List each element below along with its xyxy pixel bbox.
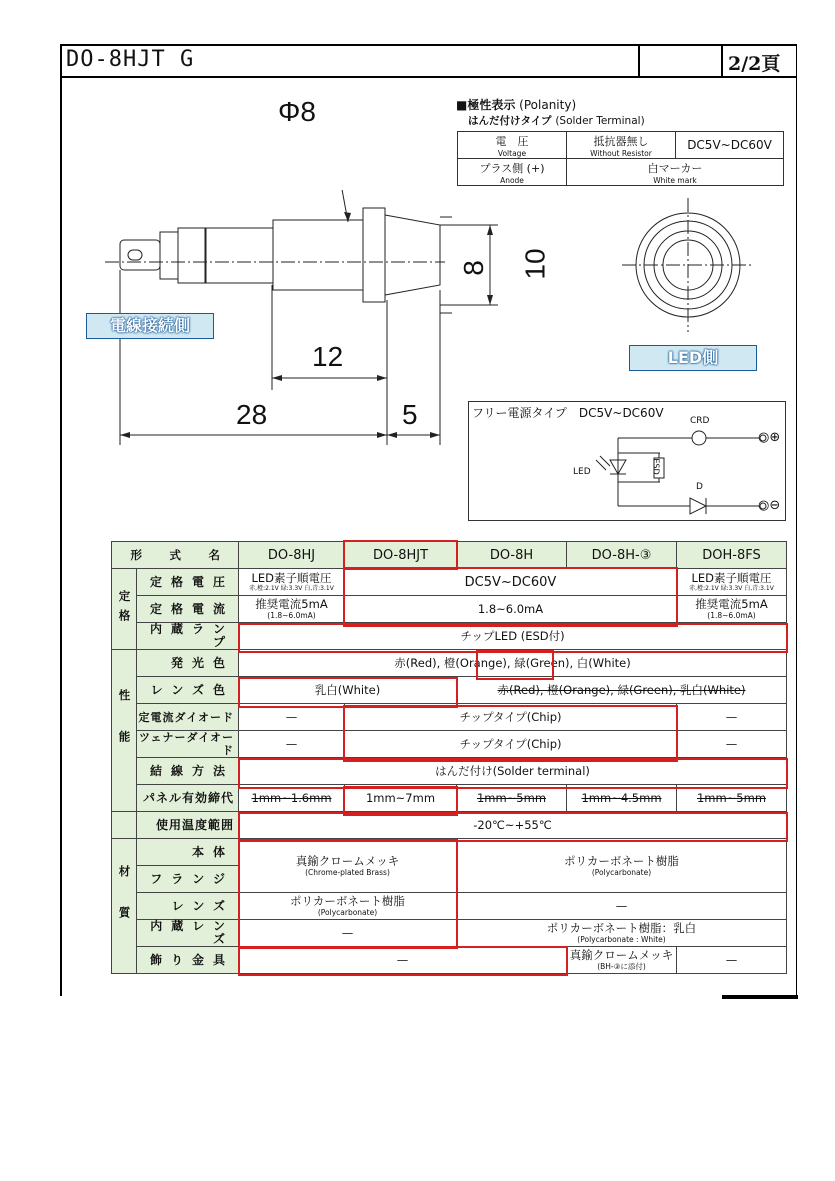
cell: チップタイプ(Chip) [345,731,677,758]
cell: — [239,947,567,974]
row-label: パネル有効締代 [137,785,239,812]
row-label: 定電流ダイオード [137,704,239,731]
row-label: 発光色 [137,650,239,677]
cell: 真鍮クロームメッキ (Chrome-plated Brass) [239,839,457,893]
cell: 1mm~7mm [345,785,457,812]
diameter-dimension: Φ8 [278,96,316,127]
model-header: 形 式 名 [112,542,239,569]
header-divider [60,76,797,78]
cell: 1.8~6.0mA [345,596,677,623]
model-name: DOH-8FS [677,542,787,569]
category-rating: 定格 [112,569,137,650]
header-separator [721,44,723,77]
circuit-title: フリー電源タイプ DC5V~DC60V [472,406,664,420]
footer-bar [722,995,798,999]
front-view-drawing [622,198,754,334]
row-label: ツェナーダイオード [137,731,239,758]
cell: — [239,920,457,947]
dimension-10: 10 [519,248,551,280]
row-label: 内蔵ランプ [137,623,239,650]
row-label: 飾り金具 [137,947,239,974]
cell: チップLED (ESD付) [239,623,787,650]
cell: 真鍮クロームメッキ (BH-③に添付) [567,947,677,974]
polarity-table [457,131,784,186]
blank-category [112,812,137,839]
diode-label: D [696,482,703,492]
cell: -20℃~+55℃ [239,812,787,839]
polarity-title-en: (Polanity) [519,98,577,112]
cell: ポリカーボネート樹脂：乳白 (Polycarbonate : White) [457,920,787,947]
cell: — [239,731,345,758]
cell: 1mm~5mm [457,785,567,812]
row-label: 結線方法 [137,758,239,785]
wire-side-label: 電線接続側 [86,313,214,339]
category-material: 材質 [112,839,137,974]
row-label: 定格電流 [137,596,239,623]
cell: 1mm~5mm [677,785,787,812]
polarity-subtitle-en: (Solder Terminal) [555,115,645,127]
cell: — [677,731,787,758]
row-label: レンズ色 [137,677,239,704]
cell: LED素子順電圧 赤,橙:2.1V 緑:3.3V 白,青:3.1V [239,569,345,596]
cell: 推奨電流5mA (1.8~6.0mA) [239,596,345,623]
cell: — [677,704,787,731]
circuit-diagram [560,420,784,518]
model-name: DO-8H [457,542,567,569]
dimension-8: 8 [457,260,489,276]
cell: LED素子順電圧 赤,橙:2.1V 緑:3.3V 白,青:3.1V [677,569,787,596]
white-mark-cell: 白マーカー White mark [567,159,784,186]
led-label: LED [573,467,591,477]
dimension-5: 5 [402,399,418,430]
category-performance: 性能 [112,650,137,812]
polarity-title: ■極性表示 [456,98,516,112]
row-label: 本体 [137,839,239,866]
plus-terminal: ○⊕ [758,430,781,445]
model-name: DO-8HJ [239,542,345,569]
cell: — [239,704,345,731]
cell: — [677,947,787,974]
crd-label: CRD [690,416,710,426]
page-number: 2/2頁 [728,53,781,75]
no-resistor-cell: 抵抗器無し Without Resistor [567,132,676,159]
cell: 1mm~1.6mm [239,785,345,812]
polarity-title-block [456,96,645,128]
cell: チップタイプ(Chip) [345,704,677,731]
model-name: DO-8HJT [345,542,457,569]
cell: 乳白(White) [239,677,457,704]
cell: 推奨電流5mA (1.8~6.0mA) [677,596,787,623]
row-label: 使用温度範囲 [137,812,239,839]
document-title: DO-8HJT G [66,47,195,72]
minus-terminal: ○⊖ [758,498,781,513]
model-name: DO-8H-③ [567,542,677,569]
row-label: フランジ [137,866,239,893]
cell: 赤(Red), 橙(Orange), 緑(Green), 白(White) [239,650,787,677]
anode-cell: プラス側 (+) Anode [458,159,567,186]
polarity-subtitle: はんだ付けタイプ [468,115,552,127]
cell: DC5V~DC60V [345,569,677,596]
esd-label: ESD [651,458,661,475]
voltage-range-cell: DC5V~DC60V [676,132,784,159]
spec-table [111,541,787,974]
cell: 赤(Red), 橙(Orange), 緑(Green), 乳白(White) [457,677,787,704]
voltage-cell: 電 圧 Voltage [458,132,567,159]
dimension-12: 12 [312,341,344,372]
row-label: レンズ [137,893,239,920]
cell: ポリカーボネート樹脂 (Polycarbonate) [457,839,787,893]
cell: — [457,893,787,920]
header-separator [638,44,640,77]
dimension-28: 28 [236,399,268,430]
led-side-label: LED側 [629,345,757,371]
row-label: 内蔵レンズ [137,920,239,947]
cell: 1mm~4.5mm [567,785,677,812]
cell: はんだ付け(Solder terminal) [239,758,787,785]
cell: ポリカーボネート樹脂 (Polycarbonate) [239,893,457,920]
row-label: 定格電圧 [137,569,239,596]
